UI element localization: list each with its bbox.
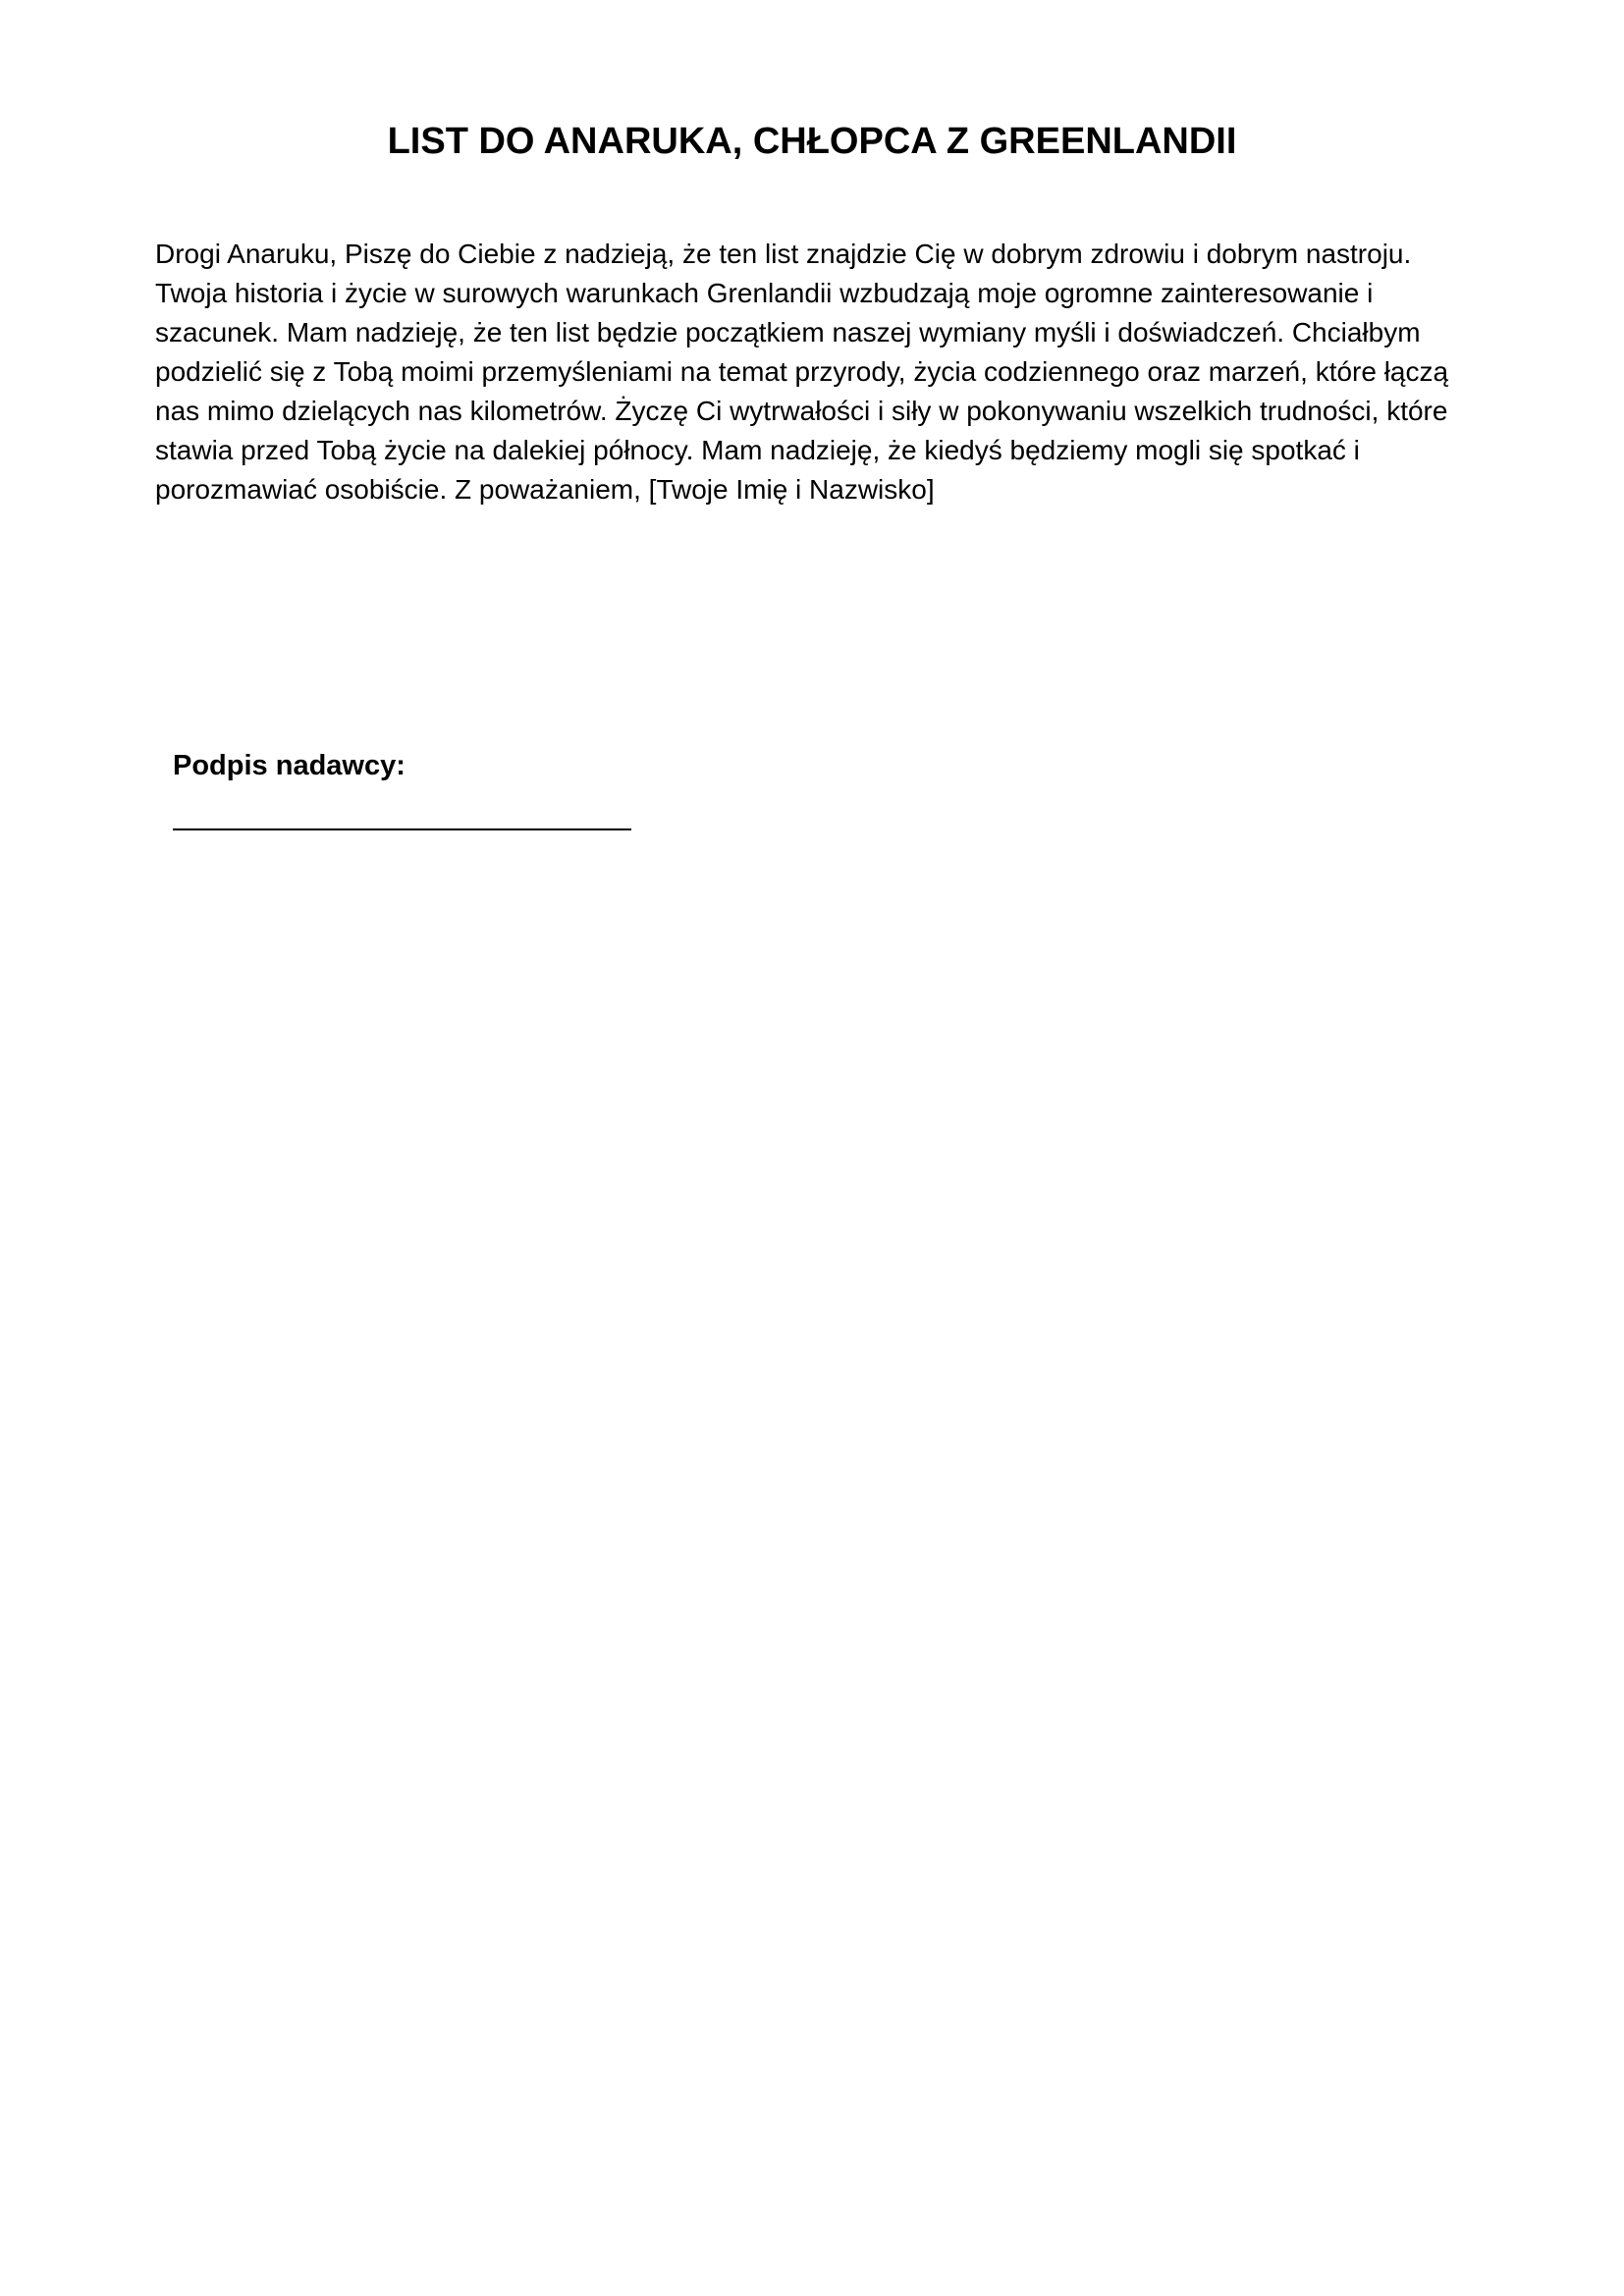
letter-body-text: Drogi Anaruku, Piszę do Ciebie z nadzieją, że ten list znajdzie Cię w dobrym zdrowiu i dobrym nastroju. Twoja historia i życie w surowych warunkach Grenlandii wzbudzają moje ogromne zainteresowanie i szacunek. Mam nadzieję, że ten list będzie początkiem naszej wymiany myśli i doświadczeń. Chciałbym podzielić się z Tobą moimi przemyśleniami na temat przyrody, życia codziennego oraz marzeń, które łączą nas mimo dzielących nas kilometrów. Życzę Ci wytrwałości i siły w pokonywaniu wszelkich trudności, które stawia przed Tobą życie na dalekiej północy. Mam nadzieję, że kiedyś będziemy mogli się spotkać i porozmawiać osobiście. Z poważaniem, [Twoje Imię i Nazwisko] xyxy=(155,239,1449,505)
signature-block xyxy=(173,746,762,830)
signature-label: Podpis nadawcy: xyxy=(173,750,406,781)
document-title: LIST DO ANARUKA, CHŁOPCA Z GREENLANDII xyxy=(387,121,1237,162)
signature-line xyxy=(173,828,631,830)
